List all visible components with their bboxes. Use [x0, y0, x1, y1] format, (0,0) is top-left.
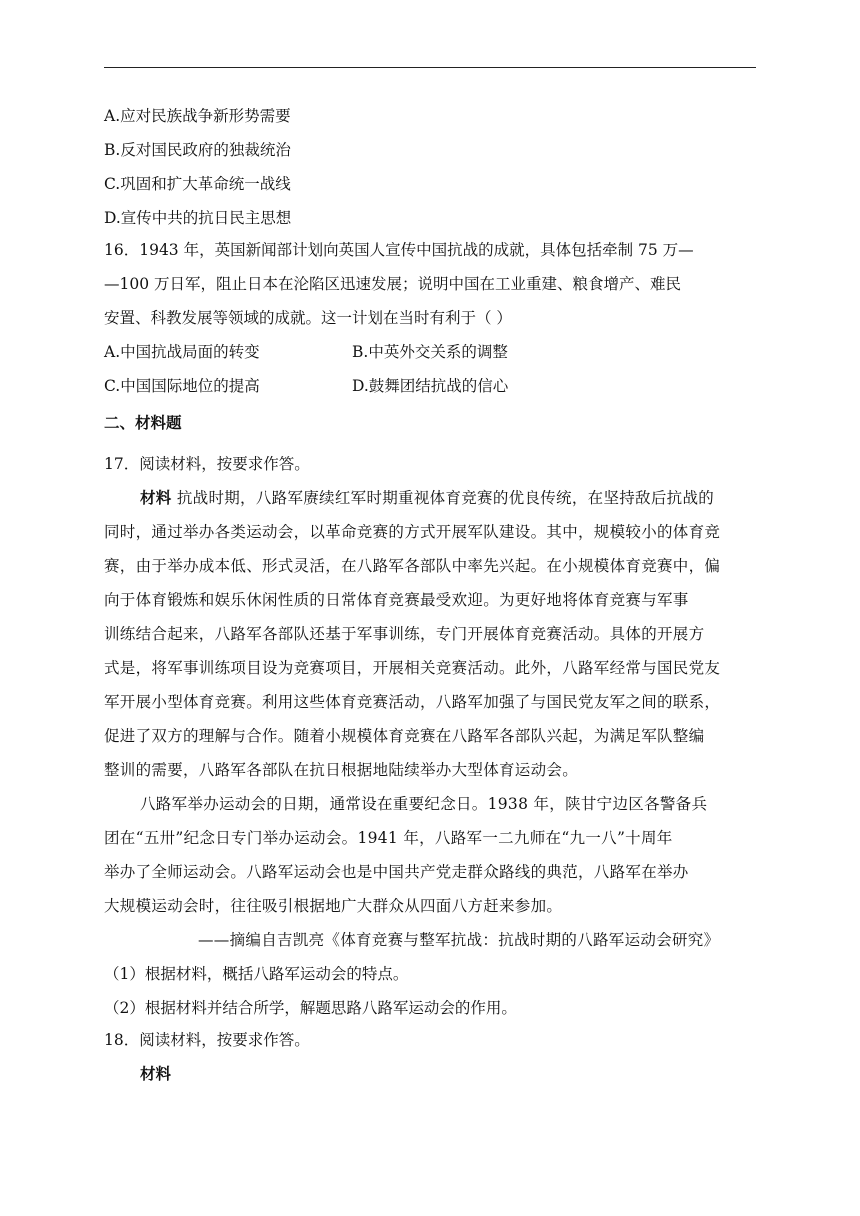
- q17-subquestion-2: （2）根据材料并结合所学，解题思路八路军运动会的作用。: [104, 999, 517, 1017]
- q17-material-line7: 军开展小型体育竞赛。利用这些体育竞赛活动，八路军加强了与国民党友军之间的联系，: [104, 693, 721, 711]
- q16-option-d: D.鼓舞团结抗战的信心: [352, 377, 509, 395]
- q17-material-p2-line3: 举办了全师运动会。八路军运动会也是中国共产党走群众路线的典范，八路军在举办: [104, 863, 689, 881]
- q17-material-line6: 式是，将军事训练项目设为竞赛项目，开展相关竞赛活动。此外，八路军经常与国民党友: [104, 659, 721, 677]
- q17-source-citation: ——摘编自吉凯亮《体育竞赛与整军抗战：抗战时期的八路军运动会研究》: [198, 931, 720, 949]
- q16-stem-line2: —100 万日军，阻止日本在沦陷区迅速发展；说明中国在工业重建、粮食增产、难民: [104, 275, 682, 293]
- q15-option-c: C.巩固和扩大革命统一战线: [104, 175, 291, 193]
- q15-option-b: B.反对国民政府的独裁统治: [104, 141, 291, 159]
- q17-material-line4: 向于体育锻炼和娱乐休闲性质的日常体育竞赛最受欢迎。为更好地将体育竞赛与军事: [104, 591, 689, 609]
- q17-material-line9: 整训的需要，八路军各部队在抗日根据地陆续举办大型体育运动会。: [104, 761, 579, 779]
- q16-option-c: C.中国国际地位的提高: [104, 377, 260, 395]
- q15-option-a: A.应对民族战争新形势需要: [104, 107, 291, 125]
- q17-material-line5: 训练结合起来，八路军各部队还基于军事训练，专门开展体育竞赛活动。具体的开展方: [104, 625, 705, 643]
- q16-option-a: A.中国抗战局面的转变: [104, 343, 260, 361]
- q17-material-line3: 赛，由于举办成本低、形式灵活，在八路军各部队中率先兴起。在小规模体育竞赛中，偏: [104, 557, 721, 575]
- q17-material-p2-line4: 大规模运动会时，往往吸引根据地广大群众从四面八方赶来参加。: [104, 897, 563, 915]
- q17-material-line2: 同时，通过举办各类运动会，以革命竞赛的方式开展军队建设。其中，规模较小的体育竞: [104, 523, 721, 541]
- q17-material-line1: 材料 抗战时期，八路军赓续红军时期重视体育竞赛的优良传统，在坚持敌后抗战的: [140, 489, 715, 507]
- q17-material-label: 材料: [140, 489, 172, 507]
- q18-material-label: 材料: [140, 1065, 172, 1083]
- q16-stem-line3: 安置、科教发展等领域的成就。这一计划在当时有利于（ ）: [104, 309, 512, 327]
- q17-subquestion-1: （1）根据材料，概括八路军运动会的特点。: [104, 965, 409, 983]
- q18-stem: 18．阅读材料，按要求作答。: [104, 1031, 310, 1049]
- header-rule: [104, 67, 756, 68]
- q17-material-p2-line1: 八路军举办运动会的日期，通常设在重要纪念日。1938 年，陕甘宁边区各警备兵: [140, 795, 708, 813]
- q15-option-d: D.宣传中共的抗日民主思想: [104, 209, 292, 227]
- q16-option-b: B.中英外交关系的调整: [352, 343, 508, 361]
- q16-stem-line1: 16．1943 年，英国新闻部计划向英国人宣传中国抗战的成就，具体包括牵制 75 万—: [104, 241, 694, 259]
- section-heading: 二、材料题: [104, 414, 182, 432]
- q17-material-p2-line2: 团在“五卅”纪念日专门举办运动会。1941 年，八路军一二九师在“九一八”十周年: [104, 829, 673, 847]
- q17-stem: 17．阅读材料，按要求作答。: [104, 455, 310, 473]
- q17-material-line8: 促进了双方的理解与合作。随着小规模体育竞赛在八路军各部队兴起，为满足军队整编: [104, 727, 705, 745]
- q16-options-row1: [104, 342, 604, 362]
- q16-options-row2: [104, 376, 604, 396]
